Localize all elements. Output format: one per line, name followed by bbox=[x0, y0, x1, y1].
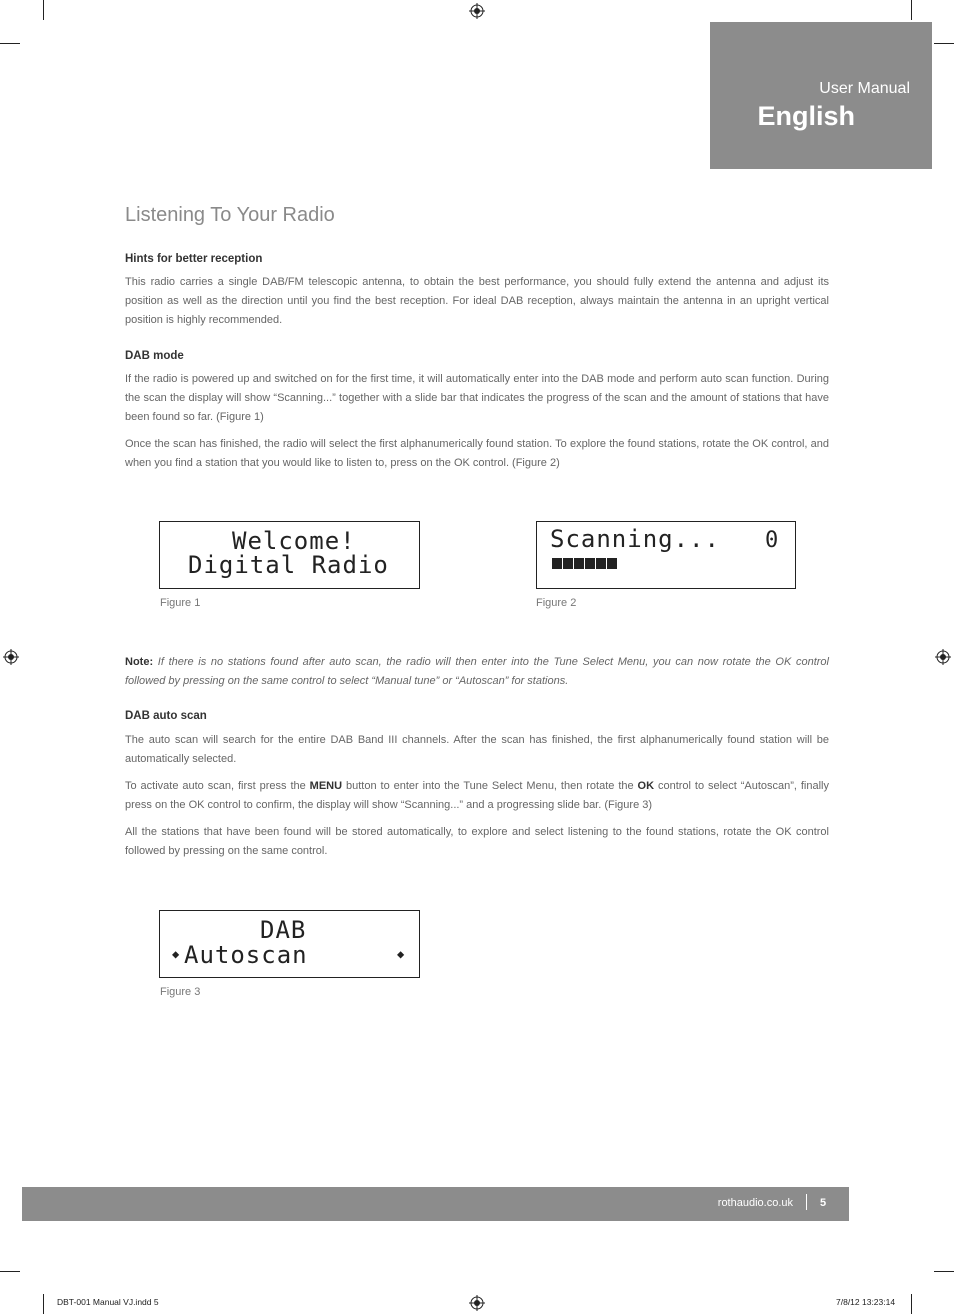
dab-auto-paragraph-1: The auto scan will search for the entire DAB Band III channels. After the scan has finished, the first alphanumerically found station will be automatically selected. bbox=[125, 734, 829, 765]
figure-1-caption: Figure 1 bbox=[160, 597, 201, 609]
lcd-line-digital-radio: Digital Radio bbox=[188, 551, 389, 579]
crop-mark bbox=[911, 0, 912, 20]
text-run: To activate auto scan, first press the bbox=[125, 780, 310, 792]
text-run: control to select “Autoscan”, finally press on the OK control to confirm, the display will show “Scanning...” and a progressing slide bar. (Figure 3) bbox=[125, 780, 830, 811]
crop-mark bbox=[934, 43, 954, 44]
header-title: English bbox=[757, 101, 855, 131]
registration-mark-icon bbox=[469, 1295, 485, 1311]
dab-mode-heading: DAB mode bbox=[125, 350, 184, 362]
ok-keyword: OK bbox=[637, 780, 655, 792]
crop-mark bbox=[43, 1294, 44, 1314]
registration-mark-icon bbox=[935, 649, 951, 665]
dab-auto-scan-heading: DAB auto scan bbox=[125, 710, 207, 722]
crop-mark bbox=[43, 0, 44, 20]
dab-mode-paragraph-2: Once the scan has finished, the radio will select the first alphanumerically found station. To explore the found stations, rotate the OK control, and when you find a station that you would like to listen to, press on the OK control. (Figure 2) bbox=[125, 438, 829, 469]
slug-filename: DBT-001 Manual VJ.indd 5 bbox=[57, 1297, 159, 1307]
page-number: 5 bbox=[820, 1197, 827, 1209]
progress-block bbox=[585, 558, 595, 569]
crop-mark bbox=[934, 1271, 954, 1272]
progress-block bbox=[574, 558, 584, 569]
left-arrow-icon: ◆ bbox=[172, 947, 181, 961]
progress-block bbox=[607, 558, 617, 569]
note-label: Note: bbox=[125, 656, 154, 668]
hints-paragraph: This radio carries a single DAB/FM telescopic antenna, to obtain the best performance, you should fully extend the antenna and adjust its position as well as the direction until you find the best reception. For ideal DAB reception, always maintain the antenna in an upright vertical position is highly recommended. bbox=[125, 276, 829, 326]
text-run: button to enter into the Tune Select Menu, then rotate the bbox=[342, 780, 638, 792]
dab-mode-paragraph-1: If the radio is powered up and switched on for the first time, it will automatically enter into the DAB mode and perform auto scan function. During the scan the display will show “Scanning...” together with a slide bar that indicates the progress of the scan and the amount of stations that have been found so far. (Figure 1) bbox=[125, 373, 829, 423]
progress-block bbox=[596, 558, 606, 569]
lcd-line-welcome: Welcome! bbox=[232, 527, 356, 555]
footer-url: rothaudio.co.uk bbox=[717, 1197, 793, 1209]
lcd-line-autoscan: Autoscan bbox=[184, 941, 308, 969]
hints-heading: Hints for better reception bbox=[125, 253, 263, 265]
lcd-line-scanning: Scanning... bbox=[550, 525, 720, 553]
lcd-line-dab: DAB bbox=[260, 916, 307, 944]
dab-auto-paragraph-2 bbox=[125, 777, 829, 815]
figure-2-caption: Figure 2 bbox=[536, 597, 577, 609]
note-paragraph bbox=[125, 653, 829, 691]
footer-separator bbox=[806, 1194, 807, 1210]
lcd-figure-1 bbox=[159, 521, 420, 589]
progress-block bbox=[552, 558, 562, 569]
lcd-station-count: 0 bbox=[765, 528, 780, 553]
menu-keyword: MENU bbox=[309, 780, 343, 792]
registration-mark-icon bbox=[3, 649, 19, 665]
registration-mark-icon bbox=[469, 3, 485, 19]
lcd-figure-2 bbox=[536, 521, 796, 589]
dab-auto-paragraph-3: All the stations that have been found will be stored automatically, to explore and select listening to the found stations, rotate the OK control followed by pressing on the same control. bbox=[125, 826, 829, 857]
slug-timestamp: 7/8/12 13:23:14 bbox=[836, 1297, 896, 1307]
crop-mark bbox=[911, 1294, 912, 1314]
crop-mark bbox=[0, 43, 20, 44]
crop-mark bbox=[0, 1271, 20, 1272]
figure-3-caption: Figure 3 bbox=[160, 986, 201, 998]
scan-progress-bar bbox=[552, 558, 617, 569]
progress-block bbox=[563, 558, 573, 569]
header-subtitle: User Manual bbox=[819, 80, 910, 97]
right-arrow-icon: ◆ bbox=[397, 947, 406, 961]
lcd-figure-3 bbox=[159, 910, 420, 978]
section-title: Listening To Your Radio bbox=[125, 204, 335, 226]
note-text: If there is no stations found after auto scan, the radio will then enter into the Tune Select Menu, you can now rotate the OK control followed by pressing on the same control to select “Manual tune” or “Autoscan” for stations. bbox=[125, 656, 829, 687]
